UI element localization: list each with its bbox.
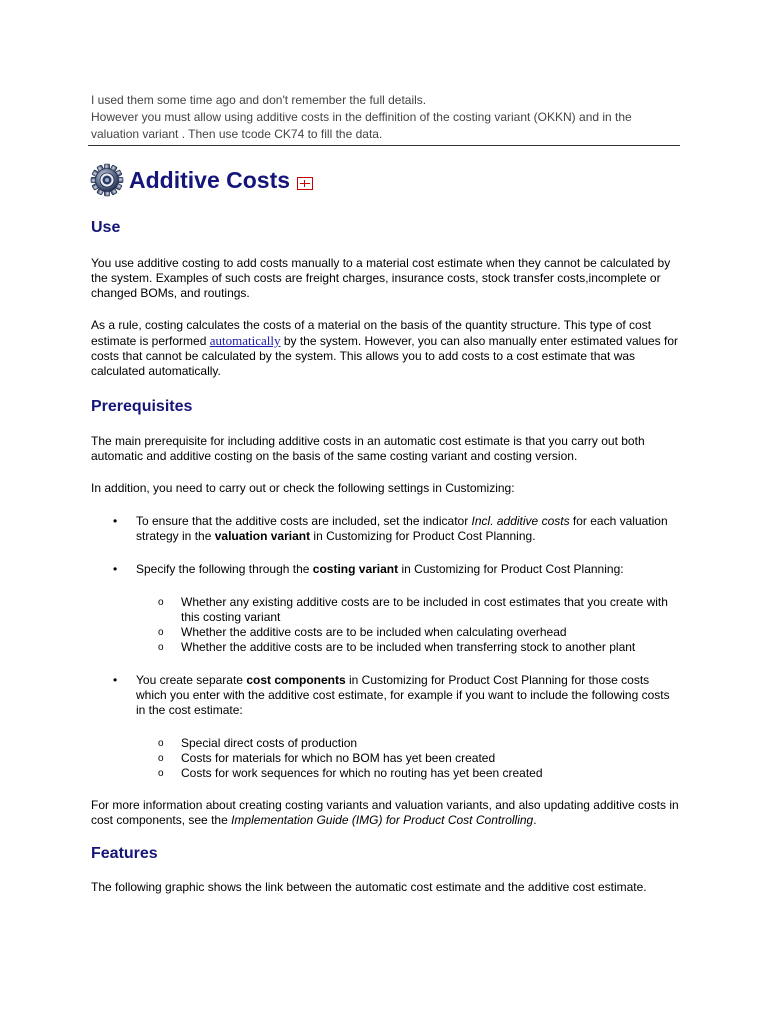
divider [88, 145, 680, 146]
prereq-bullet-list-2 [91, 673, 681, 718]
bullet-3-bold: cost components [246, 673, 346, 687]
prereq-paragraph-2: In addition, you need to carry out or check the following settings in Customizing: [91, 481, 515, 495]
gear-icon [90, 163, 124, 197]
use-paragraph-2 [91, 318, 681, 379]
bullet-1-italic: Incl. additive costs [471, 514, 570, 528]
bullet-3-text-a: You create separate [136, 673, 247, 687]
prereq-paragraph-1: The main prerequisite for including additive costs in an automatic cost estimate is that you carry out both automatic and additive costing on the basis of the same costing variant and costing version. [91, 434, 645, 463]
bullet-marker: • [113, 514, 118, 528]
sub-marker: o [158, 627, 164, 638]
sub-list-item [91, 751, 681, 766]
sub-item-text: Whether the additive costs are to be included when calculating overhead [181, 625, 567, 639]
expand-link-icon[interactable] [297, 177, 313, 190]
sub-marker: o [158, 642, 164, 653]
intro-text [91, 92, 681, 143]
bullet-1-text-a: To ensure that the additive costs are included, set the indicator [136, 514, 472, 528]
features-paragraph: The following graphic shows the link between the automatic cost estimate and the additive cost estimate. [91, 880, 647, 894]
heading-use: Use [91, 219, 121, 236]
more-info-text-b: . [533, 813, 537, 827]
heading-features: Features [91, 845, 158, 862]
document-body [91, 218, 681, 895]
list-item [91, 673, 681, 718]
sub-item-text: Whether the additive costs are to be included when transferring stock to another plant [181, 640, 636, 654]
sub-list-item [91, 595, 681, 625]
use-p2-text-a: As a rule, costing calculates the costs of a material on the basis of the quantity structure. This type of cost estimate is performed [91, 318, 652, 348]
use-p2-text-b: by the system. However, you can also manually enter estimated values for costs that cannot be calculated by the system. This allows you to add costs to a cost estimate that was calculated automatically. [91, 334, 679, 378]
sub-item-text: Costs for work sequences for which no routing has yet been created [181, 766, 543, 780]
sub-item-text: Whether any existing additive costs are to be included in cost estimates that you create with this costing variant [181, 595, 668, 624]
img-reference: Implementation Guide (IMG) for Product Cost Controlling [231, 813, 534, 827]
list-item [91, 562, 681, 577]
bullet-1-text-c: in Customizing for Product Cost Planning. [310, 529, 536, 543]
heading-prerequisites: Prerequisites [91, 398, 193, 415]
sub-list-item [91, 625, 681, 640]
sub-marker: o [158, 753, 164, 764]
bullet-2-text-b: in Customizing for Product Cost Planning: [398, 562, 624, 576]
list-item [91, 514, 681, 544]
sub-marker: o [158, 768, 164, 779]
sub-list-item [91, 640, 681, 655]
sub-list-item [91, 736, 681, 751]
cost-components-sublist [91, 736, 681, 781]
more-info-paragraph [91, 798, 681, 828]
prereq-bullet-list [91, 514, 681, 577]
more-info-text-a: For more information about creating costing variants and valuation variants, and also updating additive costs in cost components, see the [91, 798, 679, 827]
bullet-1-bold: valuation variant [214, 529, 311, 543]
sub-marker: o [158, 597, 164, 608]
sub-marker: o [158, 738, 164, 749]
sub-list-item [91, 766, 681, 781]
bullet-3-text-b: in Customizing for Product Cost Planning for those costs which you enter with the additive cost estimate, for example if you want to include the following costs in the cost estimate: [136, 673, 670, 717]
intro-line-2: However you must allow using additive costs in the deffinition of the costing variant (OKKN) and in the valuation variant . Then use tcode CK74 to fill the data. [91, 110, 632, 141]
costing-variant-sublist [91, 595, 681, 655]
bullet-2-bold: costing variant [312, 562, 399, 576]
bullet-2-text-a: Specify the following through the [136, 562, 313, 576]
use-paragraph-1: You use additive costing to add costs manually to a material cost estimate when they cannot be calculated by the system. Examples of such costs are freight charges, insurance costs, stock transfer costs,incomplete or changed BOMs, and routings. [91, 256, 671, 300]
sub-item-text: Costs for materials for which no BOM has yet been created [181, 751, 496, 765]
bullet-1-text-b: for each valuation strategy in the [136, 514, 668, 543]
intro-line-1: I used them some time ago and don't remember the full details. [91, 93, 427, 107]
page-title: Additive Costs [129, 167, 291, 193]
bullet-marker: • [113, 673, 118, 687]
bullet-marker: • [113, 562, 118, 576]
title-row [90, 160, 313, 200]
automatically-link[interactable]: automatically [209, 333, 281, 348]
sub-item-text: Special direct costs of production [181, 736, 358, 750]
